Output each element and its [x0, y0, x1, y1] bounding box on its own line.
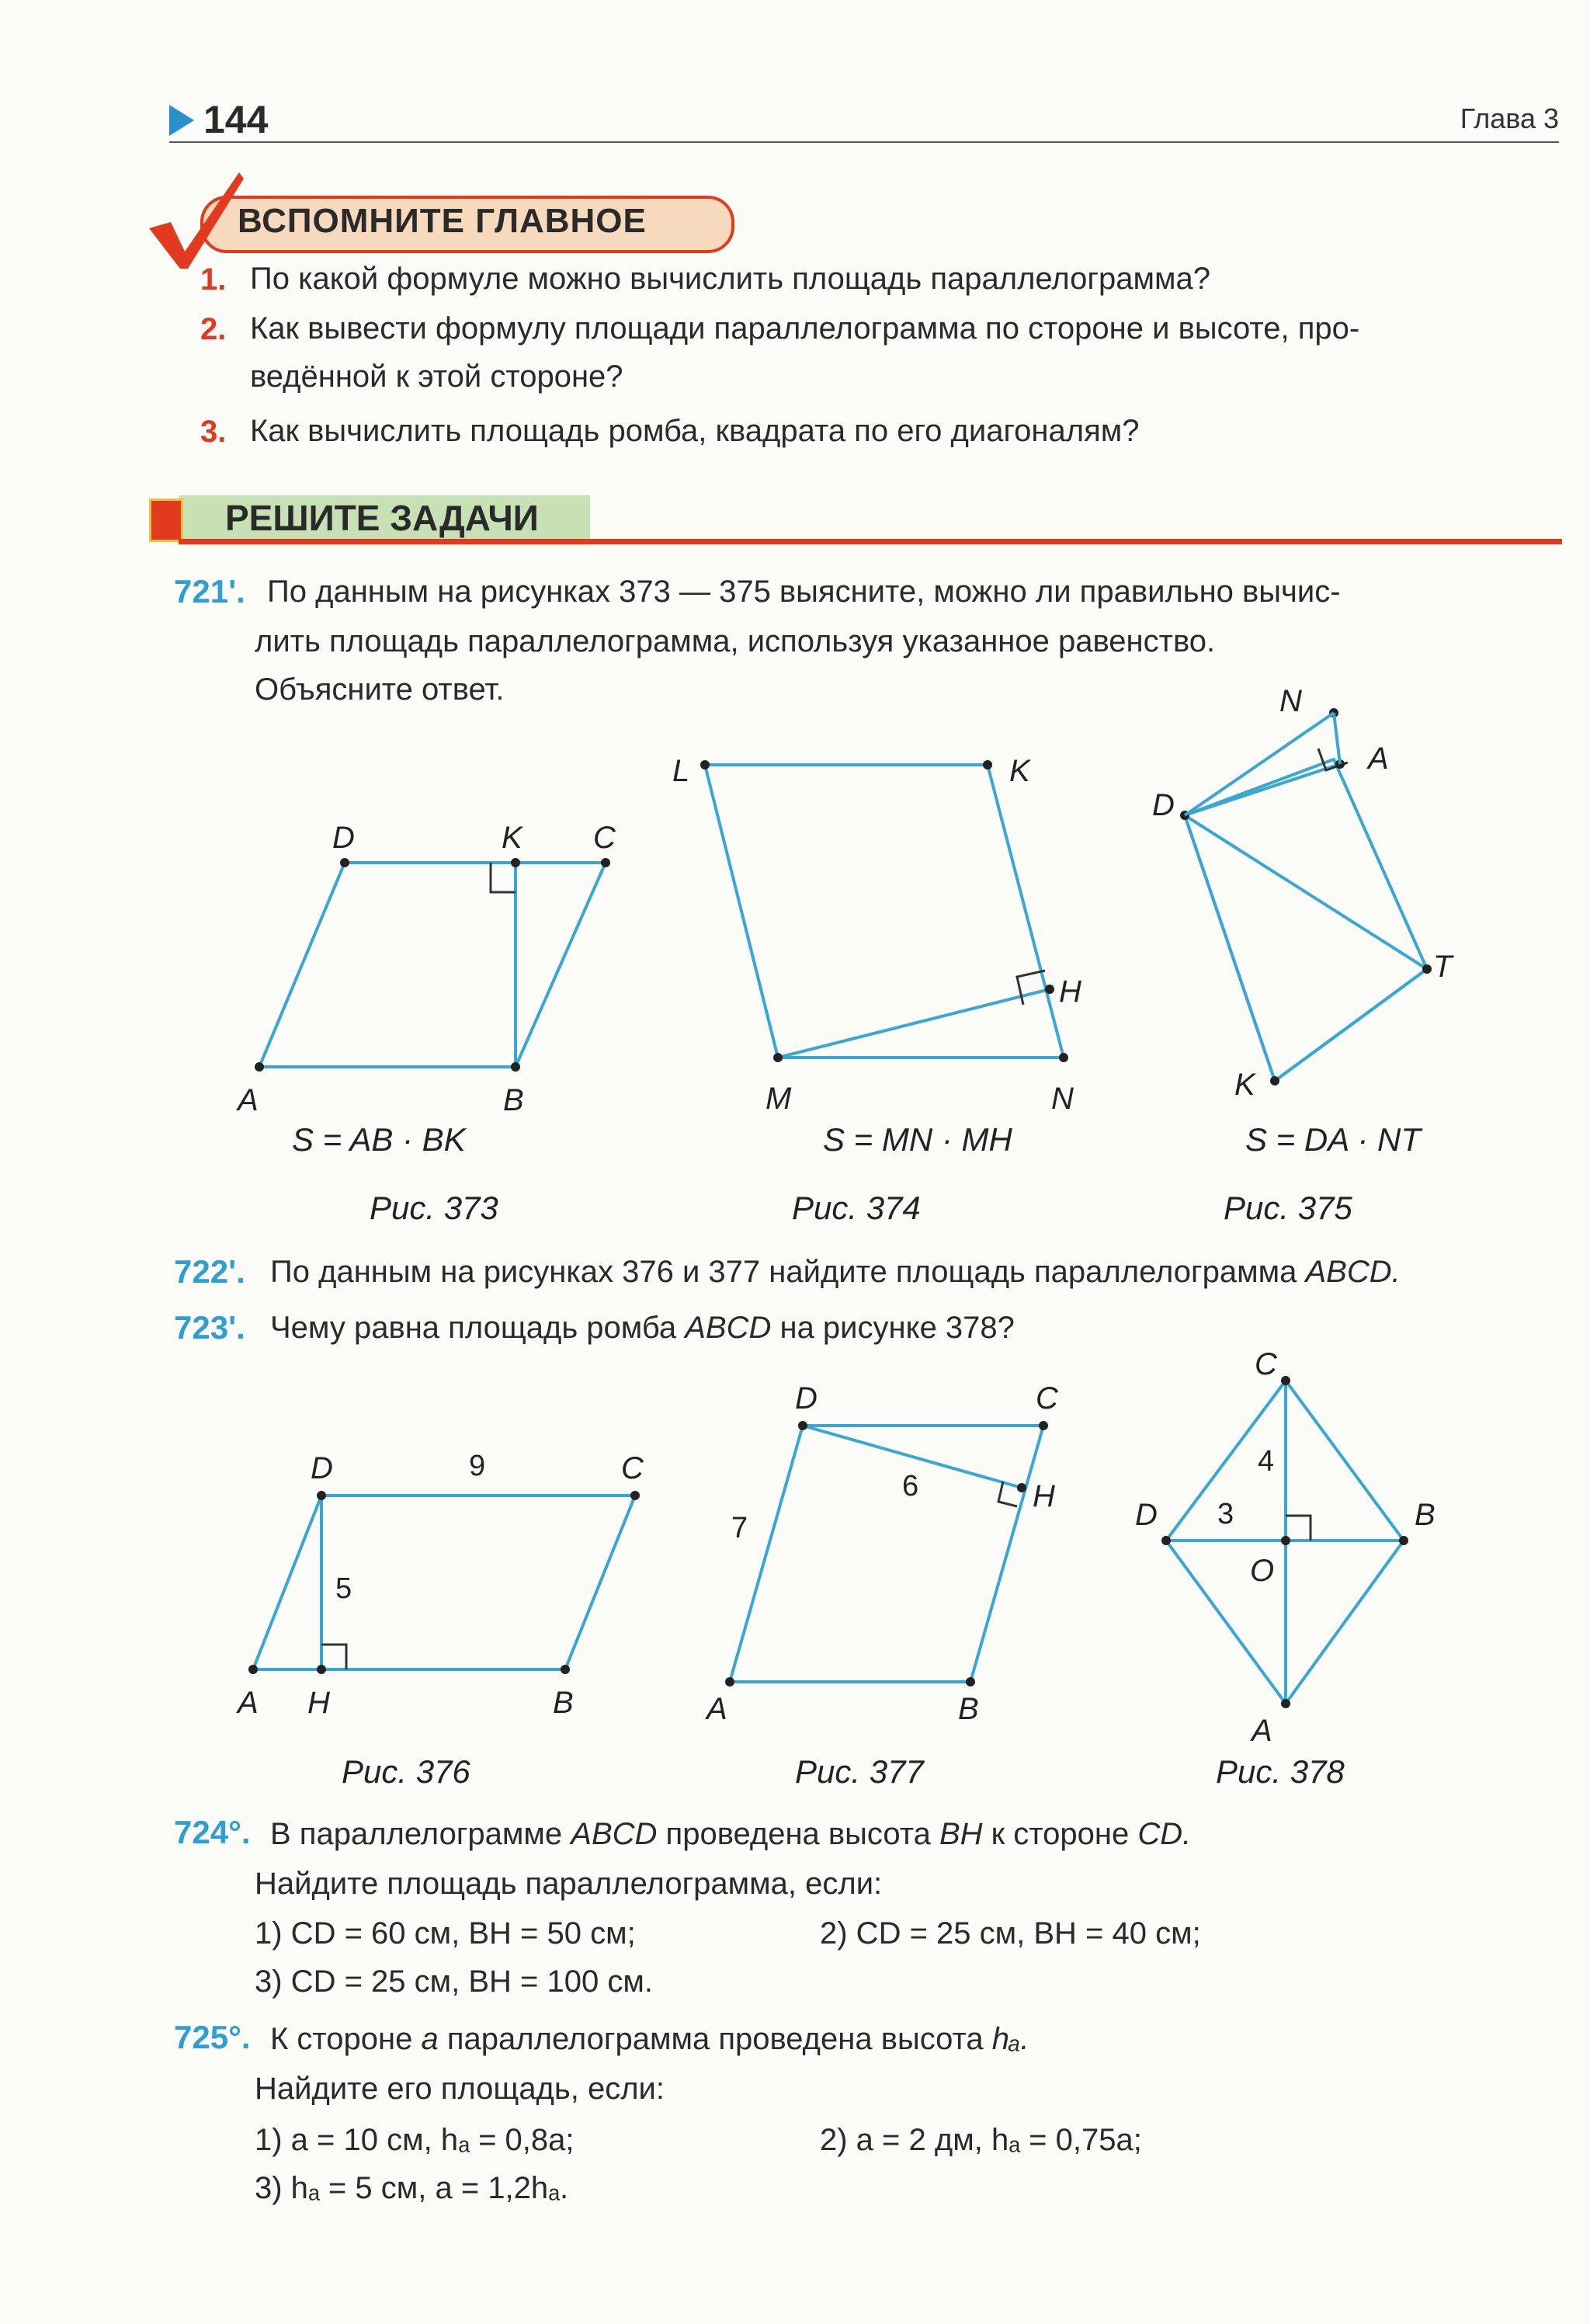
vertex-label: B: [1415, 1498, 1436, 1532]
checkmark-icon: [140, 168, 248, 276]
vertex-label: C: [1036, 1381, 1058, 1416]
vertex-label: C: [621, 1451, 644, 1485]
vertex-label: O: [1250, 1554, 1275, 1588]
task-text: В параллелограмме ABCD проведена высота BH к стороне CD.: [270, 1817, 1192, 1851]
length-label: 9: [469, 1450, 486, 1482]
question-text: ведённой к этой стороне?: [250, 360, 623, 394]
header-divider: [169, 141, 1559, 143]
formula-373: S = AB · BK: [292, 1121, 466, 1158]
vertex-label: M: [765, 1082, 792, 1116]
task-option: 2) CD = 25 см, BH = 40 см;: [820, 1916, 1201, 1951]
vertex-label: K: [1009, 754, 1030, 788]
page-number: 144: [203, 98, 269, 141]
vertex-label: N: [1051, 1082, 1074, 1116]
vertex-label: A: [1252, 1714, 1272, 1748]
task-option: 2) a = 2 дм, hₐ = 0,75a;: [820, 2123, 1142, 2157]
task-number: 723'.: [174, 1309, 245, 1346]
length-label: 6: [902, 1470, 919, 1502]
parallelogram-373: [259, 863, 606, 1067]
vertex-label: D: [332, 821, 355, 855]
vertex-label: A: [238, 1686, 259, 1720]
chapter-label: Глава 3: [1460, 102, 1559, 134]
formula-374: S = MN · MH: [823, 1121, 1012, 1158]
vertex-label: B: [503, 1083, 524, 1117]
vertex-label: D: [1135, 1498, 1158, 1532]
caption-378: Рис. 378: [1216, 1753, 1345, 1790]
figures-376-378: [0, 1351, 1590, 1801]
vertex-label: D: [311, 1451, 333, 1485]
vertex-label: N: [1279, 684, 1302, 718]
task-text: По данным на рисунках 373 — 375 выясните, можно ли правильно вычис-: [267, 575, 1341, 609]
caption-373: Рис. 373: [370, 1190, 498, 1226]
vertex-label: B: [553, 1686, 574, 1720]
task-text: По данным на рисунках 376 и 377 найдите площадь параллелограмма ABCD.: [270, 1255, 1401, 1289]
vertex-label: H: [1059, 974, 1081, 1009]
length-label: 4: [1258, 1445, 1275, 1478]
vertex-label: D: [795, 1381, 818, 1416]
vertex-label: L: [672, 754, 690, 788]
task-number: 724°.: [174, 1814, 251, 1850]
task-text: Чему равна площадь ромба ABCD на рисунке 378?: [270, 1311, 1015, 1345]
vertex-label: A: [238, 1083, 259, 1117]
task-number: 721'.: [174, 573, 245, 610]
question-text: По какой формуле можно вычислить площадь параллелограмма?: [250, 262, 1210, 296]
solve-divider: [179, 539, 1562, 544]
task-text: Объясните ответ.: [255, 672, 505, 707]
vertex-label: A: [1368, 742, 1389, 776]
task-text: Найдите площадь параллелограмма, если:: [255, 1867, 883, 1901]
vertex-label: H: [307, 1686, 330, 1720]
length-label: 3: [1217, 1498, 1234, 1530]
vertex-label: A: [706, 1692, 727, 1726]
question-number: 2.: [200, 312, 227, 346]
length-label: 5: [335, 1572, 352, 1605]
task-text: Найдите его площадь, если:: [255, 2072, 665, 2106]
question-number: 1.: [200, 262, 227, 297]
figures-373-375: [0, 683, 1590, 1242]
length-label: 7: [731, 1512, 748, 1544]
parallelogram-374: [705, 765, 1064, 1058]
hourglass-icon: [149, 498, 183, 542]
remember-title: ВСПОМНИТЕ ГЛАВНОЕ: [238, 202, 647, 240]
task-text: лить площадь параллелограмма, используя указанное равенство.: [255, 624, 1216, 658]
caption-375: Рис. 375: [1224, 1190, 1352, 1226]
page-marker-icon: [169, 105, 194, 136]
formula-375: S = DA · NT: [1245, 1121, 1421, 1158]
task-option: 1) CD = 60 см, BH = 50 см;: [255, 1916, 636, 1951]
caption-377: Рис. 377: [795, 1753, 924, 1790]
vertex-label: D: [1152, 788, 1175, 822]
vertex-label: K: [502, 821, 522, 855]
vertex-label: C: [593, 821, 616, 855]
question-text: Как вычислить площадь ромба, квадрата по его диагоналям?: [250, 414, 1140, 448]
caption-376: Рис. 376: [342, 1753, 470, 1790]
solve-title: РЕШИТЕ ЗАДАЧИ: [225, 498, 539, 538]
task-option: 1) a = 10 см, hₐ = 0,8a;: [255, 2123, 575, 2157]
vertex-label: T: [1433, 950, 1453, 984]
task-number: 722'.: [174, 1253, 245, 1290]
question-text: Как вывести формулу площади параллелограмма по стороне и высоте, про-: [250, 311, 1360, 346]
vertex-label: B: [958, 1692, 979, 1726]
task-text: К стороне a параллелограмма проведена высота hₐ.: [270, 2022, 1029, 2056]
vertex-label: H: [1033, 1479, 1055, 1513]
caption-374: Рис. 374: [792, 1190, 921, 1226]
task-option: 3) CD = 25 см, BH = 100 см.: [255, 1964, 653, 1999]
vertex-label: K: [1234, 1068, 1255, 1102]
task-option: 3) hₐ = 5 см, a = 1,2hₐ.: [255, 2171, 569, 2205]
question-number: 3.: [200, 415, 227, 449]
task-number: 725°.: [174, 2019, 251, 2055]
vertex-label: C: [1255, 1351, 1277, 1381]
